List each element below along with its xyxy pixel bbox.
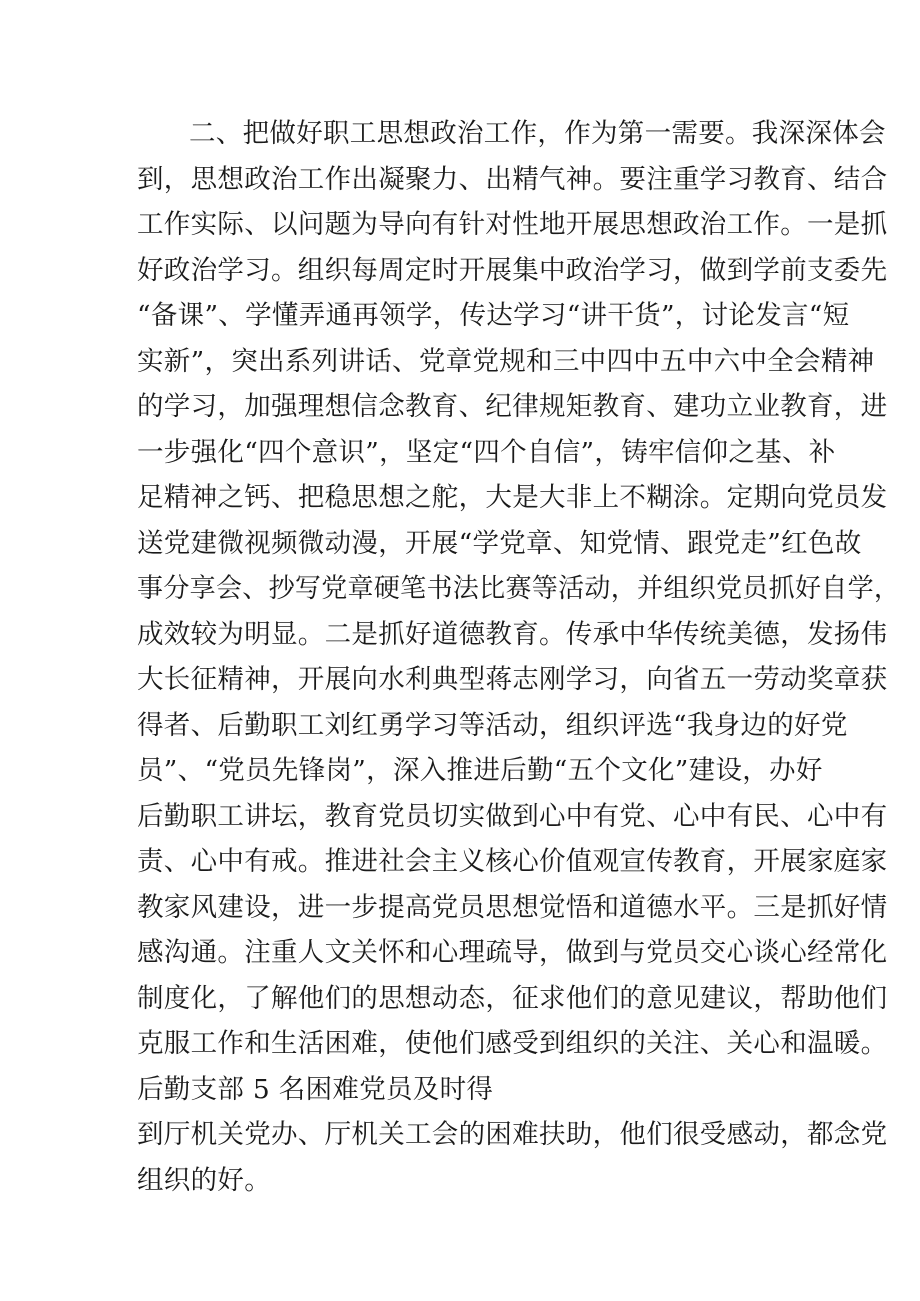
- text-line: 到，思想政治工作出凝聚力、出精气神。要注重学习教育、结合: [137, 164, 888, 195]
- text-line: 责、心中有戒。推进社会主义核心价值观宣传教育，开展家庭家: [137, 846, 888, 877]
- text-line: 的学习，加强理想信念教育、纪律规矩教育、建功立业教育，进: [137, 391, 888, 422]
- text-line: 实新”，突出系列讲话、党章党规和三中四中五中六中全会精神: [137, 346, 875, 377]
- text-line: 克服工作和生活困难，使他们感受到组织的关注、关心和温暖。: [137, 1028, 888, 1059]
- text-line: 得者、后勤职工刘红勇学习等活动，组织评选“我身边的好党: [137, 710, 848, 741]
- text-line: 制度化，了解他们的思想动态，征求他们的意见建议，帮助他们: [137, 983, 888, 1014]
- text-line: 好政治学习。组织每周定时开展集中政治学习，做到学前支委先: [137, 255, 888, 286]
- text-line: 送党建微视频微动漫，开展“学党章、知党情、跟党走”红色故: [137, 528, 862, 559]
- text-line: 一步强化“四个意识”，坚定“四个自信”，铸牢信仰之基、补: [137, 437, 836, 468]
- text-line: 工作实际、以问题为导向有针对性地开展思想政治工作。一是抓: [137, 209, 888, 240]
- text-line: 员”、“党员先锋岗”，深入推进后勤“五个文化”建设，办好: [137, 755, 823, 786]
- text-line: 大长征精神，开展向水利典型蒋志刚学习，向省五一劳动奖章获: [137, 664, 888, 695]
- text-line: 成效较为明显。二是抓好道德教育。传承中华传统美德，发扬伟: [137, 619, 888, 650]
- text-line: 后勤支部 5 名困难党员及时得: [137, 1074, 494, 1105]
- text-line: 到厅机关党办、厅机关工会的困难扶助，他们很受感动，都念党: [137, 1119, 888, 1150]
- text-line: 感沟通。注重人文关怀和心理疏导，做到与党员交心谈心经常化: [137, 937, 888, 968]
- text-line: 后勤职工讲坛，教育党员切实做到心中有党、心中有民、心中有: [137, 801, 888, 832]
- text-line: “备课”、学懂弄通再领学，传达学习“讲干货”，讨论发言“短: [137, 300, 850, 331]
- text-line: 足精神之钙、把稳思想之舵，大是大非上不糊涂。定期向党员发: [137, 482, 888, 513]
- text-line: 事分享会、抄写党章硬笔书法比赛等活动，并组织党员抓好自学，: [137, 573, 901, 604]
- text-line: 二、把做好职工思想政治工作，作为第一需要。我深深体会: [189, 118, 886, 149]
- text-line: 组织的好。: [137, 1165, 271, 1196]
- text-line: 教家风建设，进一步提高党员思想觉悟和道德水平。三是抓好情: [137, 892, 888, 923]
